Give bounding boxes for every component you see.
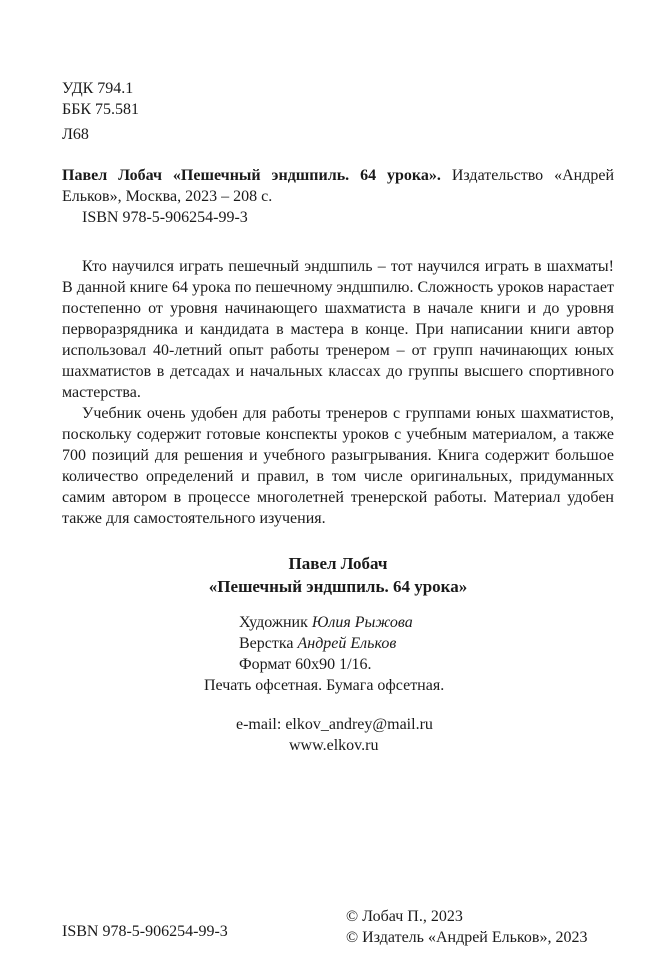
imprint-title: «Пешечный эндшпиль. 64 урока» <box>208 577 468 596</box>
classification-block <box>62 78 614 145</box>
bibliographic-isbn: ISBN 978-5-906254-99-3 <box>82 209 248 226</box>
layout-credit <box>239 633 614 654</box>
credits <box>62 612 614 696</box>
layout-label: Верстка <box>239 635 294 652</box>
format-info: Формат 60х90 1/16. <box>239 656 372 673</box>
annotation-paragraph: Учебник очень удобен для работы тренеров с группами юных шахматистов, поскольку содержит готовые конспекты уроков с учебным материалом, а также 700 позиций для решения и учебного разыгрывания. Книга содержит большое количество определений и правил, в том числе оригинальных, придуманных самим автором в процессе многолетней тренерской работы. Материал удобен также для самостоятельного изучения. <box>62 405 614 527</box>
bibliographic-publisher: Издательство «Андрей Ельков», Москва, 2023 – 208 с. <box>62 167 615 205</box>
bbk-code: ББК 75.581 <box>62 101 140 118</box>
copyright-block <box>346 906 587 948</box>
artist-credit <box>239 612 614 633</box>
artist-name: Юлия Рыжова <box>311 614 413 631</box>
udk-code: УДК 794.1 <box>62 80 134 97</box>
annotation <box>62 256 614 529</box>
author-mark: Л68 <box>62 126 89 143</box>
artist-label: Художник <box>239 614 308 631</box>
print-info: Печать офсетная. Бумага офсетная. <box>204 677 445 694</box>
email-link[interactable]: e-mail: elkov_andrey@mail.ru <box>236 716 433 733</box>
bibliographic-author-title: Павел Лобач «Пешечный эндшпиль. 64 урока». <box>62 167 441 184</box>
footer-isbn: ISBN 978-5-906254-99-3 <box>62 923 228 940</box>
website-link[interactable]: www.elkov.ru <box>289 737 379 754</box>
layout-name: Андрей Ельков <box>297 635 397 652</box>
copyright-author: © Лобач П., 2023 <box>346 908 463 925</box>
copyright-publisher: © Издатель «Андрей Ельков», 2023 <box>346 929 588 946</box>
copyright-page <box>62 78 614 756</box>
bibliographic-record <box>62 165 614 228</box>
imprint-author: Павел Лобач <box>288 554 388 573</box>
contacts <box>62 714 614 756</box>
imprint <box>62 552 614 756</box>
annotation-paragraph: Кто научился играть пешечный эндшпиль – тот научился играть в шахматы! В данной книге 64 урока по пешечному эндшпилю. Сложность уроков нарастает постепенно от уровня начинающего шахматиста в начале книги и до уровня перворазрядника и кандидата в мастера в конце. При написании книги автор использовал 40-летний опыт работы тренером – от групп начинающих юных шахматистов в детсадах и начальных классах до группы высшего спортивного мастерства. <box>62 258 614 401</box>
